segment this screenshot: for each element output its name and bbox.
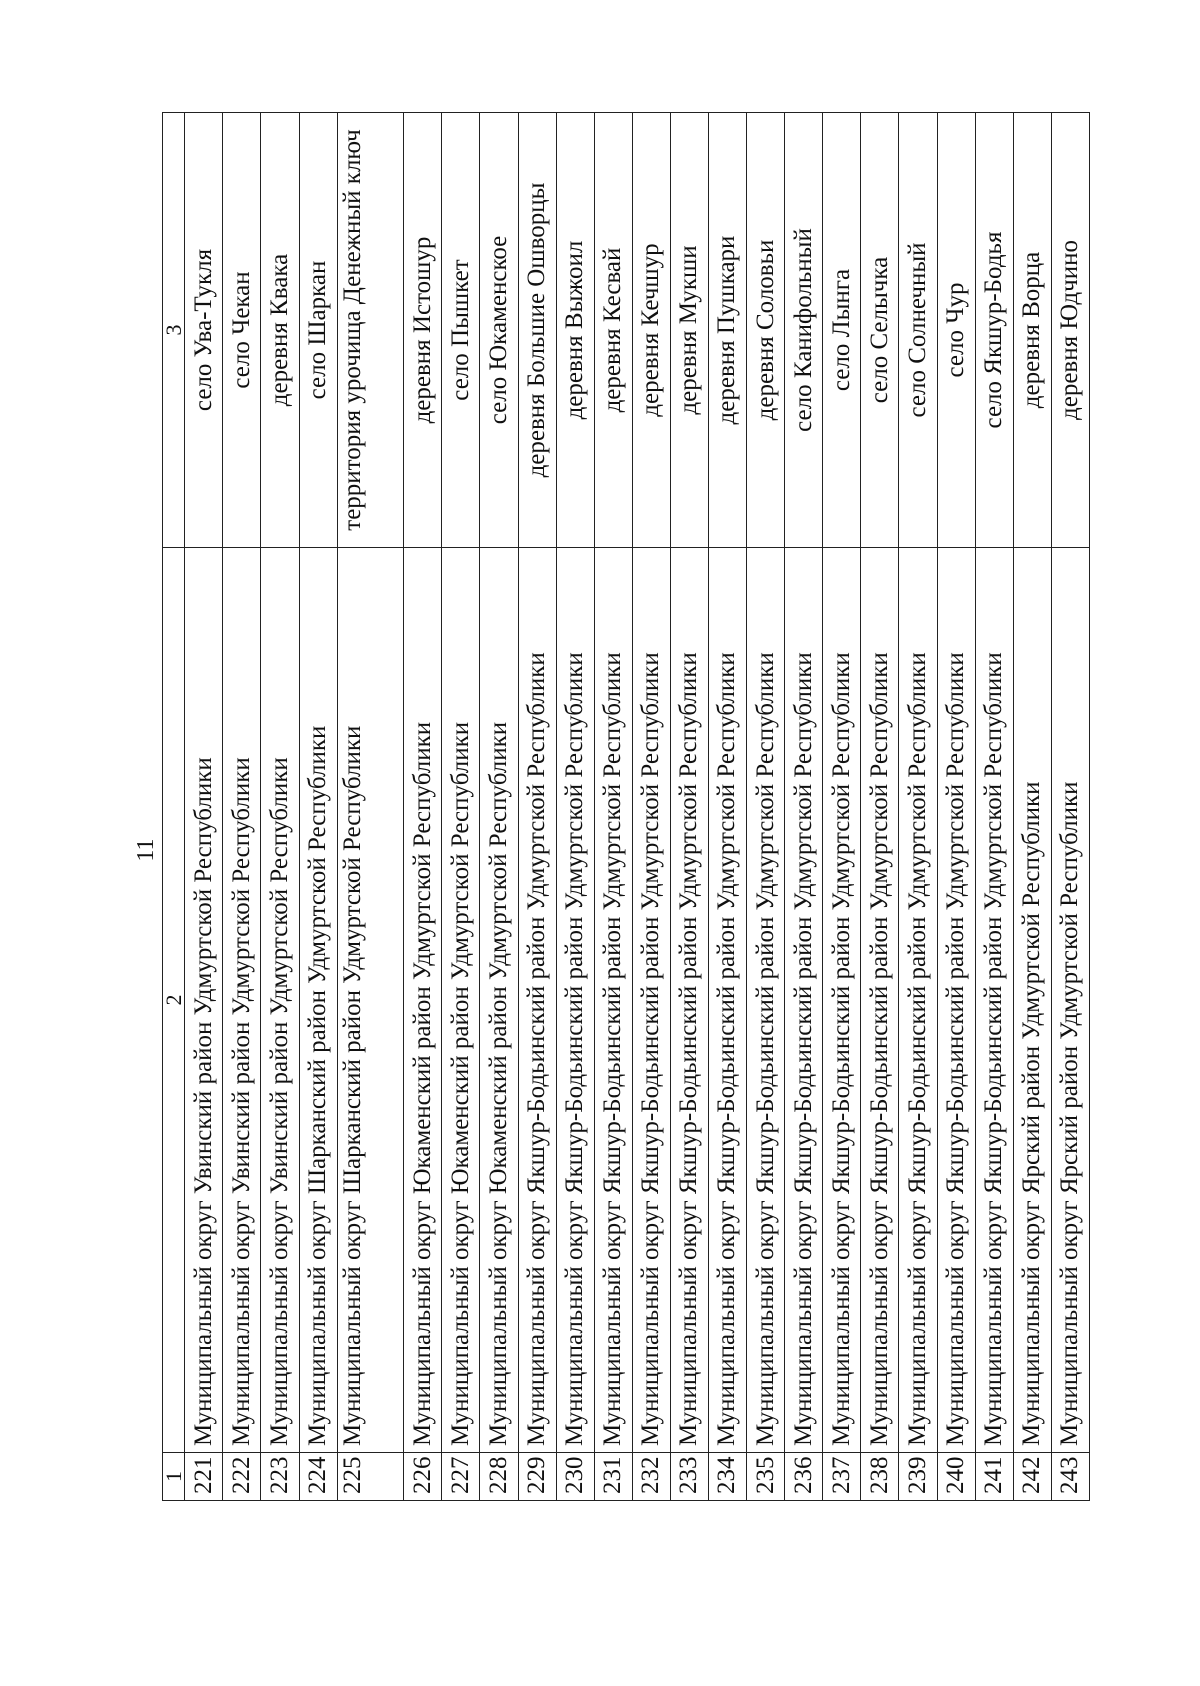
row-number: 241	[975, 1453, 1013, 1501]
table-row	[861, 113, 899, 1501]
municipality-cell: Муниципальный округ Шарканский район Удмуртской Республики	[337, 548, 404, 1453]
settlement-cell: село Канифольный	[785, 113, 823, 548]
municipality-cell: Муниципальный округ Якшур-Бодьинский район Удмуртской Республики	[823, 548, 861, 1453]
row-number: 222	[223, 1453, 261, 1501]
row-number: 234	[709, 1453, 747, 1501]
settlement-cell: деревня Квака	[261, 113, 299, 548]
settlement-cell: территория урочища Денежный ключ	[337, 113, 404, 548]
settlement-cell: деревня Истошур	[404, 113, 442, 548]
table-row	[1051, 113, 1089, 1501]
page-number: 11	[133, 838, 159, 862]
settlement-cell: село Якшур-Бодья	[975, 113, 1013, 548]
table-row	[556, 113, 594, 1501]
settlement-cell: село Ува-Тукля	[185, 113, 223, 548]
municipality-cell: Муниципальный округ Ярский район Удмуртской Республики	[1013, 548, 1051, 1453]
header-col-1: 1	[163, 1453, 185, 1501]
row-number: 236	[785, 1453, 823, 1501]
table-row	[1013, 113, 1051, 1501]
settlement-cell: село Солнечный	[899, 113, 937, 548]
settlement-cell: деревня Мукши	[670, 113, 708, 548]
settlement-cell: село Лынга	[823, 113, 861, 548]
row-number: 243	[1051, 1453, 1089, 1501]
registry-table-container	[162, 113, 1090, 1501]
settlement-cell: село Чекан	[223, 113, 261, 548]
settlement-cell: село Чур	[937, 113, 975, 548]
municipality-cell: Муниципальный округ Якшур-Бодьинский район Удмуртской Республики	[518, 548, 556, 1453]
table-row	[518, 113, 556, 1501]
settlement-cell: деревня Ворца	[1013, 113, 1051, 548]
row-number: 226	[404, 1453, 442, 1501]
municipality-cell: Муниципальный округ Якшур-Бодьинский район Удмуртской Республики	[670, 548, 708, 1453]
municipality-cell: Муниципальный округ Ярский район Удмуртской Республики	[1051, 548, 1089, 1453]
table-row	[404, 113, 442, 1501]
row-number: 238	[861, 1453, 899, 1501]
table-row	[594, 113, 632, 1501]
row-number: 233	[670, 1453, 708, 1501]
table-header-row	[163, 113, 185, 1501]
row-number: 230	[556, 1453, 594, 1501]
table-row	[442, 113, 480, 1501]
settlement-cell: деревня Кесвай	[594, 113, 632, 548]
municipality-cell: Муниципальный округ Шарканский район Удмуртской Республики	[299, 548, 337, 1453]
table-row	[670, 113, 708, 1501]
municipality-cell: Муниципальный округ Увинский район Удмуртской Республики	[261, 548, 299, 1453]
settlement-cell: деревня Выжоил	[556, 113, 594, 548]
row-number: 227	[442, 1453, 480, 1501]
table-row	[480, 113, 518, 1501]
table-row	[937, 113, 975, 1501]
settlement-cell: деревня Пушкари	[709, 113, 747, 548]
row-number: 242	[1013, 1453, 1051, 1501]
table-row	[632, 113, 670, 1501]
table-row	[975, 113, 1013, 1501]
table-row	[337, 113, 404, 1501]
settlement-cell: деревня Большие Ошворцы	[518, 113, 556, 548]
municipality-cell: Муниципальный округ Якшур-Бодьинский район Удмуртской Республики	[556, 548, 594, 1453]
row-number: 225	[337, 1453, 404, 1501]
table-body	[160, 113, 1090, 1501]
table-row	[709, 113, 747, 1501]
municipality-cell: Муниципальный округ Якшур-Бодьинский район Удмуртской Республики	[747, 548, 785, 1453]
settlements-table	[162, 112, 1090, 1501]
table-row	[785, 113, 823, 1501]
settlement-cell: село Юкаменское	[480, 113, 518, 548]
row-number: 221	[185, 1453, 223, 1501]
municipality-cell: Муниципальный округ Якшур-Бодьинский район Удмуртской Республики	[594, 548, 632, 1453]
municipality-cell: Муниципальный округ Юкаменский район Удмуртской Республики	[404, 548, 442, 1453]
municipality-cell: Муниципальный округ Якшур-Бодьинский район Удмуртской Республики	[785, 548, 823, 1453]
settlement-cell: село Пышкет	[442, 113, 480, 548]
settlement-cell: деревня Юдчино	[1051, 113, 1089, 548]
table-row	[899, 113, 937, 1501]
municipality-cell: Муниципальный округ Юкаменский район Удмуртской Республики	[442, 548, 480, 1453]
row-number: 223	[261, 1453, 299, 1501]
municipality-cell: Муниципальный округ Якшур-Бодьинский район Удмуртской Республики	[632, 548, 670, 1453]
settlement-cell: село Селычка	[861, 113, 899, 548]
table-row	[823, 113, 861, 1501]
table-row	[185, 113, 223, 1501]
row-number: 240	[937, 1453, 975, 1501]
table-row	[747, 113, 785, 1501]
row-number: 229	[518, 1453, 556, 1501]
row-number: 224	[299, 1453, 337, 1501]
settlement-cell: деревня Соловьи	[747, 113, 785, 548]
row-number: 239	[899, 1453, 937, 1501]
settlement-cell: село Шаркан	[299, 113, 337, 548]
row-number: 231	[594, 1453, 632, 1501]
row-number: 228	[480, 1453, 518, 1501]
table-row	[261, 113, 299, 1501]
municipality-cell: Муниципальный округ Якшур-Бодьинский район Удмуртской Республики	[861, 548, 899, 1453]
municipality-cell: Муниципальный округ Юкаменский район Удмуртской Республики	[480, 548, 518, 1453]
municipality-cell: Муниципальный округ Якшур-Бодьинский район Удмуртской Республики	[937, 548, 975, 1453]
table-row	[223, 113, 261, 1501]
row-number: 237	[823, 1453, 861, 1501]
rotated-table-frame	[162, 113, 1090, 1501]
header-col-3: 3	[163, 113, 185, 548]
row-number: 235	[747, 1453, 785, 1501]
row-number: 232	[632, 1453, 670, 1501]
municipality-cell: Муниципальный округ Якшур-Бодьинский район Удмуртской Республики	[899, 548, 937, 1453]
settlement-cell: деревня Кечшур	[632, 113, 670, 548]
municipality-cell: Муниципальный округ Увинский район Удмуртской Республики	[223, 548, 261, 1453]
header-col-2: 2	[163, 548, 185, 1453]
municipality-cell: Муниципальный округ Якшур-Бодьинский район Удмуртской Республики	[709, 548, 747, 1453]
table-row	[299, 113, 337, 1501]
municipality-cell: Муниципальный округ Увинский район Удмуртской Республики	[185, 548, 223, 1453]
municipality-cell: Муниципальный округ Якшур-Бодьинский район Удмуртской Республики	[975, 548, 1013, 1453]
